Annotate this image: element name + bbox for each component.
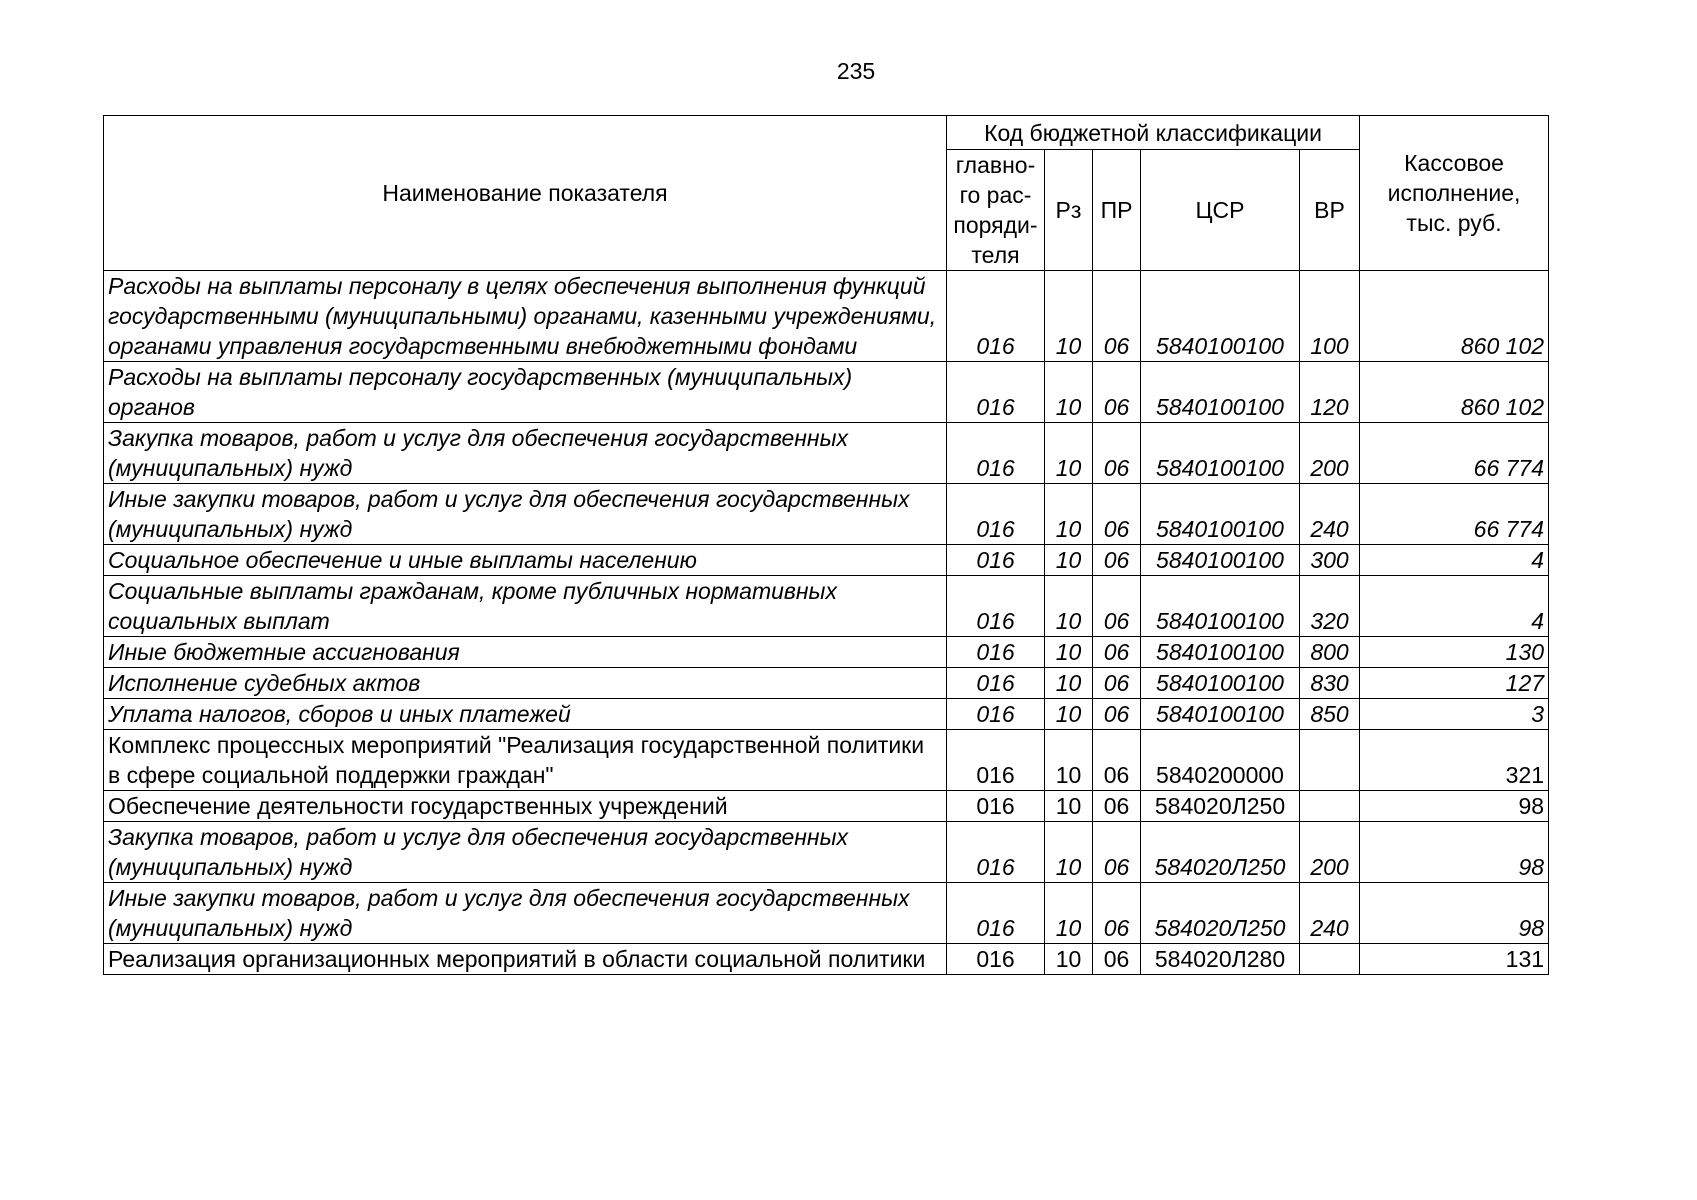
header-amount-line: Кассовое <box>1404 150 1504 176</box>
header-grbs-line: го рас- <box>959 182 1032 208</box>
row-vr-code: 800 <box>1300 637 1360 668</box>
header-amount-line: тыс. руб. <box>1406 210 1502 236</box>
row-pr-code: 06 <box>1093 791 1141 822</box>
row-grbs-code: 016 <box>947 576 1045 637</box>
row-name: Обеспечение деятельности государственных учреждений <box>104 791 947 822</box>
row-amount: 98 <box>1360 822 1549 883</box>
header-grbs <box>947 150 1045 271</box>
row-rz-code: 10 <box>1045 730 1093 791</box>
row-vr-code: 300 <box>1300 545 1360 576</box>
header-code-group: Код бюджетной классификации <box>947 116 1360 150</box>
row-rz-code: 10 <box>1045 637 1093 668</box>
row-pr-code: 06 <box>1093 944 1141 975</box>
row-name: Закупка товаров, работ и услуг для обеспечения государственных (муниципальных) нужд <box>104 423 947 484</box>
row-rz-code: 10 <box>1045 423 1093 484</box>
table-row <box>104 545 1549 576</box>
table-row <box>104 576 1549 637</box>
row-name: Расходы на выплаты персоналу в целях обеспечения выполнения функций государственными (муниципальными) органами, казенными учреждениями, органами управления государственными внебюджетными фондами <box>104 271 947 362</box>
row-pr-code: 06 <box>1093 699 1141 730</box>
row-rz-code: 10 <box>1045 545 1093 576</box>
header-amount <box>1360 116 1549 271</box>
row-csr-code: 584020Л250 <box>1141 822 1300 883</box>
row-vr-code: 240 <box>1300 484 1360 545</box>
row-pr-code: 06 <box>1093 883 1141 944</box>
table-row <box>104 822 1549 883</box>
row-pr-code: 06 <box>1093 271 1141 362</box>
row-csr-code: 5840100100 <box>1141 484 1300 545</box>
header-amount-line: исполнение, <box>1387 180 1521 206</box>
row-csr-code: 584020Л250 <box>1141 791 1300 822</box>
row-csr-code: 584020Л280 <box>1141 944 1300 975</box>
row-grbs-code: 016 <box>947 944 1045 975</box>
table-row <box>104 944 1549 975</box>
row-vr-code: 120 <box>1300 362 1360 423</box>
header-pr: ПР <box>1093 150 1141 271</box>
row-amount: 131 <box>1360 944 1549 975</box>
table-row <box>104 423 1549 484</box>
row-grbs-code: 016 <box>947 423 1045 484</box>
row-amount: 4 <box>1360 545 1549 576</box>
row-name: Иные бюджетные ассигнования <box>104 637 947 668</box>
table-row <box>104 668 1549 699</box>
table-row <box>104 271 1549 362</box>
row-name: Закупка товаров, работ и услуг для обеспечения государственных (муниципальных) нужд <box>104 822 947 883</box>
row-amount: 66 774 <box>1360 484 1549 545</box>
row-amount: 127 <box>1360 668 1549 699</box>
row-vr-code <box>1300 791 1360 822</box>
table-row <box>104 362 1549 423</box>
row-vr-code: 100 <box>1300 271 1360 362</box>
row-grbs-code: 016 <box>947 730 1045 791</box>
row-name: Реализация организационных мероприятий в области социальной политики <box>104 944 947 975</box>
row-rz-code: 10 <box>1045 883 1093 944</box>
row-grbs-code: 016 <box>947 668 1045 699</box>
row-vr-code: 200 <box>1300 822 1360 883</box>
row-amount: 98 <box>1360 883 1549 944</box>
row-amount: 3 <box>1360 699 1549 730</box>
row-name: Комплекс процессных мероприятий "Реализация государственной политики в сфере социальной поддержки граждан" <box>104 730 947 791</box>
row-grbs-code: 016 <box>947 791 1045 822</box>
row-vr-code: 850 <box>1300 699 1360 730</box>
row-name: Социальное обеспечение и иные выплаты населению <box>104 545 947 576</box>
row-csr-code: 5840200000 <box>1141 730 1300 791</box>
page-number: 235 <box>836 58 876 84</box>
row-vr-code: 200 <box>1300 423 1360 484</box>
row-csr-code: 5840100100 <box>1141 271 1300 362</box>
row-csr-code: 5840100100 <box>1141 699 1300 730</box>
row-name: Иные закупки товаров, работ и услуг для обеспечения государственных (муниципальных) нужд <box>104 883 947 944</box>
row-amount: 860 102 <box>1360 271 1549 362</box>
row-amount: 321 <box>1360 730 1549 791</box>
row-amount: 66 774 <box>1360 423 1549 484</box>
row-amount: 4 <box>1360 576 1549 637</box>
table-row <box>104 883 1549 944</box>
row-name: Социальные выплаты гражданам, кроме публичных нормативных социальных выплат <box>104 576 947 637</box>
row-grbs-code: 016 <box>947 484 1045 545</box>
budget-execution-table <box>103 115 1549 975</box>
row-rz-code: 10 <box>1045 668 1093 699</box>
row-csr-code: 5840100100 <box>1141 576 1300 637</box>
table-row <box>104 791 1549 822</box>
row-rz-code: 10 <box>1045 362 1093 423</box>
row-grbs-code: 016 <box>947 637 1045 668</box>
header-grbs-line: главно- <box>955 152 1036 178</box>
header-row-1 <box>104 116 1549 150</box>
table-row <box>104 699 1549 730</box>
row-name: Исполнение судебных актов <box>104 668 947 699</box>
row-name: Иные закупки товаров, работ и услуг для обеспечения государственных (муниципальных) нужд <box>104 484 947 545</box>
header-grbs-line: поряди- <box>953 212 1038 238</box>
table-row <box>104 484 1549 545</box>
row-rz-code: 10 <box>1045 699 1093 730</box>
row-vr-code <box>1300 944 1360 975</box>
row-pr-code: 06 <box>1093 637 1141 668</box>
row-pr-code: 06 <box>1093 730 1141 791</box>
row-name: Расходы на выплаты персоналу государственных (муниципальных) органов <box>104 362 947 423</box>
row-csr-code: 5840100100 <box>1141 362 1300 423</box>
row-amount: 130 <box>1360 637 1549 668</box>
row-csr-code: 5840100100 <box>1141 423 1300 484</box>
row-grbs-code: 016 <box>947 822 1045 883</box>
row-name: Уплата налогов, сборов и иных платежей <box>104 699 947 730</box>
row-csr-code: 5840100100 <box>1141 637 1300 668</box>
row-rz-code: 10 <box>1045 822 1093 883</box>
row-pr-code: 06 <box>1093 545 1141 576</box>
row-rz-code: 10 <box>1045 576 1093 637</box>
row-vr-code <box>1300 730 1360 791</box>
table-row <box>104 637 1549 668</box>
header-rz: Рз <box>1045 150 1093 271</box>
header-vr: ВР <box>1300 150 1360 271</box>
row-vr-code: 240 <box>1300 883 1360 944</box>
row-amount: 98 <box>1360 791 1549 822</box>
row-grbs-code: 016 <box>947 362 1045 423</box>
row-pr-code: 06 <box>1093 423 1141 484</box>
row-rz-code: 10 <box>1045 271 1093 362</box>
row-grbs-code: 016 <box>947 545 1045 576</box>
row-csr-code: 584020Л250 <box>1141 883 1300 944</box>
row-amount: 860 102 <box>1360 362 1549 423</box>
row-csr-code: 5840100100 <box>1141 545 1300 576</box>
header-csr: ЦСР <box>1141 150 1300 271</box>
row-pr-code: 06 <box>1093 576 1141 637</box>
row-pr-code: 06 <box>1093 362 1141 423</box>
row-vr-code: 320 <box>1300 576 1360 637</box>
row-pr-code: 06 <box>1093 484 1141 545</box>
row-csr-code: 5840100100 <box>1141 668 1300 699</box>
row-rz-code: 10 <box>1045 944 1093 975</box>
row-pr-code: 06 <box>1093 822 1141 883</box>
row-grbs-code: 016 <box>947 271 1045 362</box>
row-grbs-code: 016 <box>947 883 1045 944</box>
row-vr-code: 830 <box>1300 668 1360 699</box>
row-pr-code: 06 <box>1093 668 1141 699</box>
header-name: Наименование показателя <box>104 116 947 271</box>
row-grbs-code: 016 <box>947 699 1045 730</box>
table-row <box>104 730 1549 791</box>
row-rz-code: 10 <box>1045 791 1093 822</box>
header-grbs-line: теля <box>971 242 1020 268</box>
row-rz-code: 10 <box>1045 484 1093 545</box>
